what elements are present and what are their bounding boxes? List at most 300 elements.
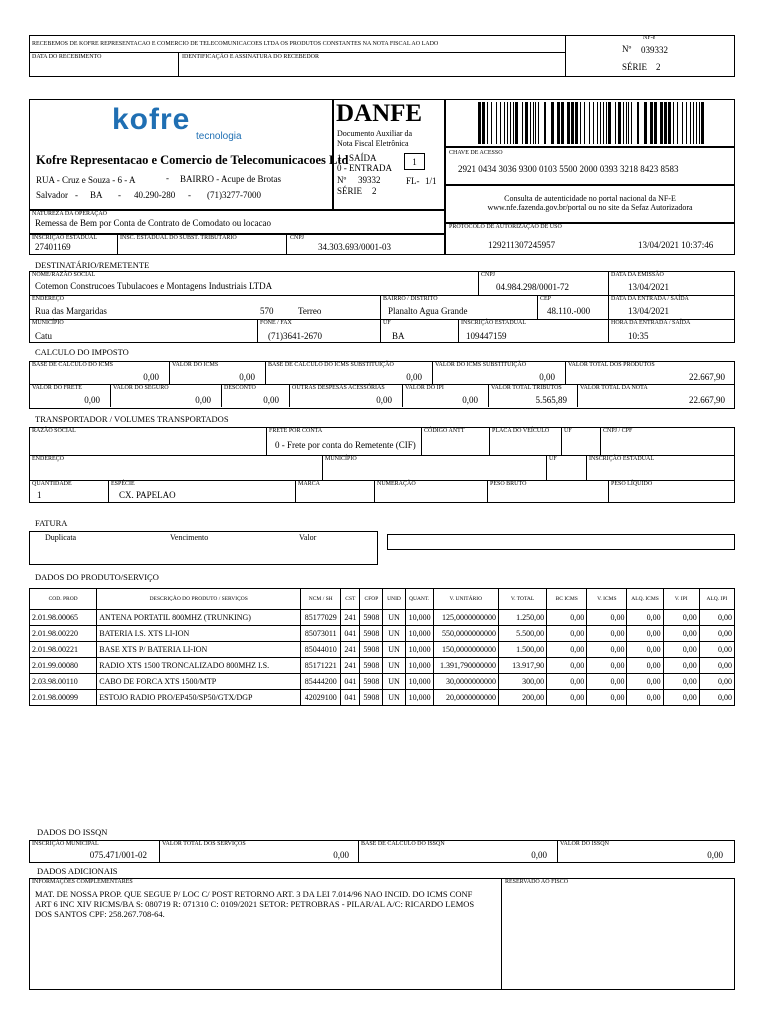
table-cell: BASE XTS P/ BATERIA LI-ION <box>97 642 301 658</box>
column-header: V. IPI <box>663 589 699 610</box>
table-cell: 550,0000000000 <box>433 626 498 642</box>
column-header: CST <box>341 589 360 610</box>
table-cell: 041 <box>341 674 360 690</box>
barcode-bar <box>644 102 647 144</box>
barcode-bar <box>551 102 554 144</box>
table-cell: 1.500,00 <box>498 642 546 658</box>
tax-value: 0,00 <box>376 395 392 405</box>
table-cell: UN <box>383 674 405 690</box>
tax-section-title: CALCULO DO IMPOSTO <box>35 347 129 357</box>
numbering-label: NUMERAÇÃO <box>377 481 416 487</box>
emission-date: 13/04/2021 <box>628 282 670 292</box>
barcode-bar <box>686 102 687 144</box>
barcode-bar <box>623 102 624 144</box>
table-cell: 85044010 <box>301 642 341 658</box>
tax-label: VALOR TOTAL TRIBUTOS <box>491 385 562 391</box>
table-cell: RADIO XTS 1500 TRONCALIZADO 800MHZ I.S. <box>97 658 301 674</box>
table-cell: 1.391,790000000 <box>433 658 498 674</box>
table-cell: 0,00 <box>627 674 663 690</box>
barcode-bar <box>631 102 632 144</box>
tax-value: 0,00 <box>263 395 279 405</box>
barcode-bar <box>496 102 497 144</box>
table-cell: 2.03.98.00110 <box>30 674 97 690</box>
issuer-cnpj: 34.303.693/0001-03 <box>318 242 391 252</box>
barcode-bar <box>567 102 570 144</box>
consult-line2: www.nfe.fazenda.gov.br/portal ou no site da Sefaz Autorizadora <box>487 203 693 212</box>
recipient-uf: BA <box>392 331 405 341</box>
tax-value: 0,00 <box>143 372 159 382</box>
recipient-name: Cotemon Construcoes Tubulacoes e Montagens Industriais LTDA <box>35 281 273 291</box>
complementary-info-label: INFORMAÇÕES COMPLEMENTARES <box>32 879 133 885</box>
carrier-ie-label: INSCRIÇÃO ESTADUAL <box>589 456 655 462</box>
invoice-section-title: FATURA <box>35 518 68 528</box>
danfe-series-label: SÉRIE <box>337 186 363 196</box>
table-row <box>30 610 735 626</box>
logo-subtext: tecnologia <box>196 131 242 142</box>
table-cell: 0,00 <box>699 642 734 658</box>
entry-date: 13/04/2021 <box>628 306 670 316</box>
species-label: ESPÉCIE <box>111 481 135 487</box>
recipient-bairro: Planalto Agua Grande <box>388 306 468 316</box>
barcode-bar <box>701 102 704 144</box>
table-cell: 2.01.99.00080 <box>30 658 97 674</box>
nature-value: Remessa de Bem por Conta de Contrato de Comodato ou locacao <box>35 218 271 228</box>
table-cell: 0,00 <box>547 642 587 658</box>
barcode-bar <box>673 102 674 144</box>
products-table <box>29 588 735 706</box>
recipient-ie-label: INSCRIÇÃO ESTADUAL <box>461 320 527 326</box>
transport-section-title: TRANSPORTADOR / VOLUMES TRANSPORTADOS <box>35 414 229 424</box>
issuer-dash2: - <box>75 190 78 200</box>
table-cell: 13.917,90 <box>498 658 546 674</box>
barcode-bar <box>660 102 663 144</box>
table-cell: 10,000 <box>405 690 433 706</box>
barcode-bar <box>561 102 564 144</box>
table-cell: 10,000 <box>405 674 433 690</box>
nature-label: NATUREZA DA OPERAÇÃO <box>32 211 108 217</box>
table-cell: 2.01.98.00099 <box>30 690 97 706</box>
table-cell: 241 <box>341 658 360 674</box>
entry-time-label: HORA DA ENTRADA / SAÍDA <box>611 320 691 326</box>
table-row <box>30 626 735 642</box>
table-cell: 0,00 <box>699 658 734 674</box>
carrier-uf2-label: UF <box>549 456 557 462</box>
table-cell: ANTENA PORTATIL 800MHZ (TRUNKING) <box>97 610 301 626</box>
recipient-address: Rua das Margaridas <box>35 306 107 316</box>
table-cell: UN <box>383 690 405 706</box>
danfe-saida: 1 - SAÍDA <box>337 153 377 163</box>
brand-label: MARCA <box>298 481 321 487</box>
table-cell: 0,00 <box>587 690 627 706</box>
table-cell: 300,00 <box>498 674 546 690</box>
barcode-bar <box>525 102 528 144</box>
danfe-subtitle1: Documento Auxiliar da <box>337 129 413 138</box>
issqn-value-label: VALOR DO ISSQN <box>560 841 609 847</box>
table-cell: 0,00 <box>627 610 663 626</box>
receipt-number-label: Nº <box>622 44 632 54</box>
barcode-bar <box>513 102 514 144</box>
table-row <box>30 642 735 658</box>
ie-value: 27401169 <box>35 242 71 252</box>
barcode-bar <box>533 102 534 144</box>
table-cell: 85171221 <box>301 658 341 674</box>
recipient-bairro-label: BAIRRO / DISTRITO <box>383 296 438 302</box>
recipient-section-title: DESTINATÁRIO/REMETENTE <box>35 260 150 270</box>
table-cell: 0,00 <box>699 626 734 642</box>
due-date-label: Vencimento <box>170 533 209 542</box>
tax-value: 0,00 <box>539 372 555 382</box>
table-cell: UN <box>383 658 405 674</box>
services-total-label: VALOR TOTAL DOS SERVIÇOS <box>162 841 246 847</box>
gross-weight-label: PESO BRUTO <box>490 481 527 487</box>
table-cell: CABO DE FORCA XTS 1500/MTP <box>97 674 301 690</box>
barcode-bar <box>478 102 481 144</box>
issuer-state: BA <box>90 190 103 200</box>
carrier-address-label: ENDEREÇO <box>32 456 64 462</box>
barcode-bar <box>593 102 594 144</box>
column-header: V. UNITÁRIO <box>433 589 498 610</box>
issqn-section-title: DADOS DO ISSQN <box>37 827 108 837</box>
barcode-bar <box>510 102 511 144</box>
protocol-label: PROTOCOLO DE AUTORIZAÇÃO DE USO <box>449 224 562 230</box>
quantity-label: QUANTIDADE <box>32 481 72 487</box>
issqn-base-label: BASE DE CALCULO DO ISSQN <box>361 841 445 847</box>
barcode-bar <box>504 102 505 144</box>
table-cell: 1.250,00 <box>498 610 546 626</box>
barcode-bar <box>538 102 539 144</box>
column-header: ALQ. IPI <box>699 589 734 610</box>
table-cell: UN <box>383 610 405 626</box>
barcode-bar <box>682 102 683 144</box>
receipt-series-label: SÉRIE <box>622 62 648 72</box>
protocol-datetime: 13/04/2021 10:37:46 <box>638 240 714 250</box>
tax-value: 0,00 <box>406 372 422 382</box>
table-cell: 42029100 <box>301 690 341 706</box>
column-header: NCM / SH <box>301 589 341 610</box>
barcode-bar <box>522 102 523 144</box>
table-cell: 0,00 <box>663 610 699 626</box>
barcode-bar <box>608 102 611 144</box>
danfe-series: 2 <box>372 186 377 196</box>
table-cell: 0,00 <box>547 610 587 626</box>
table-cell: 041 <box>341 690 360 706</box>
barcode-bar <box>677 102 678 144</box>
issuer-street: RUA - Cruz e Souza - 6 - A <box>36 175 136 185</box>
column-header: UNID <box>383 589 405 610</box>
barcode-bar <box>618 102 621 144</box>
services-total: 0,00 <box>333 850 349 860</box>
barcode-bar <box>699 102 700 144</box>
barcode-bar <box>584 102 585 144</box>
table-cell: 5908 <box>360 674 383 690</box>
table-cell: 85073011 <box>301 626 341 642</box>
municipal-registration-label: INSCRIÇÃO MUNICIPAL <box>32 841 99 847</box>
issuer-dash3: - <box>118 190 121 200</box>
table-cell: UN <box>383 642 405 658</box>
tax-label: VALOR DO ICMS SUBSTITUIÇÃO <box>435 362 527 368</box>
table-cell: 85177029 <box>301 610 341 626</box>
table-cell: UN <box>383 626 405 642</box>
barcode-bar <box>507 102 508 144</box>
table-cell: 0,00 <box>627 642 663 658</box>
table-cell: 0,00 <box>627 658 663 674</box>
barcode-bar <box>637 102 639 144</box>
receipt-nfe-label: NF-e <box>643 35 656 41</box>
column-header: CFOP <box>360 589 383 610</box>
table-cell: 10,000 <box>405 610 433 626</box>
tax-label: VALOR DO SEGURO <box>113 385 169 391</box>
carrier-name-label: RAZÃO SOCIAL <box>32 428 76 434</box>
column-header: COD. PROD <box>30 589 97 610</box>
products-section-title: DADOS DO PRODUTO/SERVIÇO <box>35 572 159 582</box>
table-cell: 0,00 <box>699 690 734 706</box>
issuer-phone: (71)3277-7000 <box>207 190 261 200</box>
column-header: QUANT. <box>405 589 433 610</box>
receipt-signature-label: IDENTIFICAÇÃO E ASSINATURA DO RECEBEDOR <box>182 54 320 60</box>
barcode-bar <box>580 102 581 144</box>
complementary-info-line3: DOS SANTOS CPF: 258.267.708-64. <box>35 909 165 919</box>
table-cell: 5.500,00 <box>498 626 546 642</box>
ie-label: INSCRIÇÃO ESTADUAL <box>32 235 98 241</box>
issuer-name: Kofre Representacao e Comercio de Telecomunicacoes Ltd <box>36 153 349 167</box>
barcode-bar <box>500 102 501 144</box>
table-cell: BATERIA I.S. XTS LI-ION <box>97 626 301 642</box>
barcode-bar <box>696 102 697 144</box>
antt-label: CÓDIGO ANTT <box>424 428 465 434</box>
table-cell: 0,00 <box>627 690 663 706</box>
tax-label: DESCONTO <box>224 385 256 391</box>
table-cell: 200,00 <box>498 690 546 706</box>
entry-time: 10:35 <box>628 331 649 341</box>
barcode-bar <box>544 102 546 144</box>
barcode-bar <box>600 102 601 144</box>
issuer-cep: 40.290-280 <box>134 190 176 200</box>
barcode-bar <box>482 102 485 144</box>
recipient-ie: 109447159 <box>466 331 507 341</box>
recipient-address-number: 570 <box>260 306 274 316</box>
issuer-dash1: - <box>166 173 169 183</box>
tax-value: 0,00 <box>84 395 100 405</box>
barcode-bar <box>690 102 691 144</box>
column-header: DESCRIÇÃO DO PRODUTO / SERVIÇOS <box>97 589 301 610</box>
table-cell: 5908 <box>360 658 383 674</box>
freight-value: 0 - Frete por conta do Remetente (CIF) <box>275 440 416 450</box>
logo-text: kofre <box>112 103 191 136</box>
recipient-uf-label: UF <box>383 320 391 326</box>
danfe-subtitle2: Nota Fiscal Eletrônica <box>337 139 409 148</box>
recipient-address-complement: Terreo <box>298 306 322 316</box>
tax-label: VALOR DO FRETE <box>32 385 82 391</box>
recipient-name-label: NOME/RAZÃO SOCIAL <box>32 272 96 278</box>
column-header: BC ICMS <box>547 589 587 610</box>
table-cell: 0,00 <box>587 626 627 642</box>
table-cell: 85444200 <box>301 674 341 690</box>
tax-value: 22.667,90 <box>689 372 725 382</box>
products-header-row <box>30 589 735 610</box>
table-cell: 0,00 <box>547 626 587 642</box>
additional-section-title: DADOS ADICIONAIS <box>37 866 118 876</box>
recipient-phone-label: FONE / FAX <box>260 320 292 326</box>
tax-value: 0,00 <box>195 395 211 405</box>
table-cell: 241 <box>341 642 360 658</box>
barcode-bar <box>571 102 574 144</box>
recipient-phone: (71)3641-2670 <box>268 331 322 341</box>
issuer-dash4: - <box>188 190 191 200</box>
species-value: CX. PAPELAO <box>119 490 176 500</box>
barcode-bar <box>668 102 671 144</box>
barcode-bar <box>664 102 667 144</box>
tax-label: VALOR DO ICMS <box>172 362 219 368</box>
tax-label: VALOR TOTAL DOS PRODUTOS <box>568 362 655 368</box>
barcode-bar <box>654 102 657 144</box>
receipt-statement: RECEBEMOS DE KOFRE REPRESENTACAO E COMERCIO DE TELECOMUNICACOES LTDA OS PRODUTOS CONSTANTES NA NOTA FISCAL AO LADO <box>32 41 439 47</box>
table-cell: 0,00 <box>663 690 699 706</box>
recipient-cnpj: 04.984.298/0001-72 <box>496 282 569 292</box>
table-cell: 5908 <box>360 690 383 706</box>
barcode-bar <box>628 102 629 144</box>
table-cell: 0,00 <box>663 626 699 642</box>
table-cell: 0,00 <box>547 658 587 674</box>
column-header: V. ICMS <box>587 589 627 610</box>
table-cell: 0,00 <box>587 610 627 626</box>
carrier-uf-label: UF <box>564 428 572 434</box>
table-cell: 10,000 <box>405 626 433 642</box>
table-cell: 10,000 <box>405 658 433 674</box>
plate-label: PLACA DO VEÍCULO <box>492 428 550 434</box>
barcode-bar <box>530 102 531 144</box>
table-cell: 0,00 <box>663 642 699 658</box>
tax-label: BASE DE CALCULO DO ICMS SUBSTITUIÇÃO <box>268 362 394 368</box>
tax-label: VALOR TOTAL DA NOTA <box>580 385 648 391</box>
danfe-entrada: 0 - ENTRADA <box>337 163 392 173</box>
ie-st-label: INSC. ESTADUAL DO SUBST. TRIBUTÁRIO <box>120 235 237 241</box>
table-cell: 0,00 <box>627 626 663 642</box>
issuer-city: Salvador <box>36 190 68 200</box>
entry-date-label: DATA DA ENTRADA / SAÍDA <box>611 296 689 302</box>
barcode-bar <box>575 102 578 144</box>
table-cell: 0,00 <box>699 674 734 690</box>
receipt-date-label: DATA DO RECEBIMENTO <box>32 54 102 60</box>
danfe-number: 39332 <box>358 175 381 185</box>
access-key-label: CHAVE DE ACESSO <box>449 150 503 156</box>
barcode-bar <box>650 102 653 144</box>
carrier-city-label: MUNICÍPIO <box>325 456 357 462</box>
table-cell: 2.01.98.00065 <box>30 610 97 626</box>
recipient-cep-label: CEP <box>540 296 552 302</box>
table-row <box>30 674 735 690</box>
table-cell: 0,00 <box>699 610 734 626</box>
tax-label: OUTRAS DESPESAS ACESSÓRIAS <box>292 385 385 391</box>
column-header: ALQ. ICMS <box>627 589 663 610</box>
issuer-cnpj-label: CNPJ <box>290 235 305 241</box>
complementary-info-line1: MAT. DE NOSSA PROP. QUE SEGUE P/ LOC C/ POST RETORNO ART. 3 DA LEI 7.014/96 NAO INCID. DO ICMS CONF <box>35 889 473 899</box>
danfe-number-label: Nº <box>337 175 347 185</box>
quantity-value: 1 <box>37 490 42 500</box>
tax-value: 22.667,90 <box>689 395 725 405</box>
table-cell: 0,00 <box>547 674 587 690</box>
table-cell: 0,00 <box>587 674 627 690</box>
table-cell: 0,00 <box>587 642 627 658</box>
table-cell: 041 <box>341 626 360 642</box>
table-cell: ESTOJO RADIO PRO/EP450/SP50/GTX/DGP <box>97 690 301 706</box>
barcode-bar <box>693 102 694 144</box>
table-cell: 20,0000000000 <box>433 690 498 706</box>
recipient-cnpj-label: CNPJ <box>481 272 496 278</box>
barcode-bar <box>515 102 518 144</box>
tax-label: VALOR DO IPI <box>405 385 444 391</box>
recipient-address-label: ENDEREÇO <box>32 296 64 302</box>
recipient-city-label: MUNICÍPIO <box>32 320 64 326</box>
barcode-bar <box>589 102 590 144</box>
table-cell: 125,0000000000 <box>433 610 498 626</box>
table-cell: 241 <box>341 610 360 626</box>
barcode-bar <box>535 102 536 144</box>
tax-value: 0,00 <box>462 395 478 405</box>
table-cell: 0,00 <box>547 690 587 706</box>
table-cell: 30,0000000000 <box>433 674 498 690</box>
invoice-box-right <box>387 534 735 550</box>
table-row <box>30 658 735 674</box>
duplicate-label: Duplicata <box>45 533 77 542</box>
danfe-fl: 1/1 <box>425 176 437 186</box>
receipt-number: 039332 <box>641 45 668 55</box>
invoice-value-label: Valor <box>299 533 317 542</box>
column-header: V. TOTAL <box>498 589 546 610</box>
receipt-series: 2 <box>656 62 661 72</box>
table-cell: 5908 <box>360 626 383 642</box>
table-cell: 2.01.98.00220 <box>30 626 97 642</box>
access-key: 2921 0434 3036 9300 0103 5500 2000 0393 3218 8423 8583 <box>458 164 679 174</box>
tax-value: 0,00 <box>239 372 255 382</box>
table-cell: 0,00 <box>587 658 627 674</box>
barcode-bar <box>597 102 598 144</box>
net-weight-label: PESO LÍQUIDO <box>611 481 653 487</box>
barcode-bar <box>606 102 607 144</box>
danfe-fl-label: FL- <box>406 176 420 186</box>
fisco-label: RESERVADO AO FISCO <box>505 879 569 885</box>
barcode-bar <box>491 102 492 144</box>
issqn-value: 0,00 <box>707 850 723 860</box>
complementary-info-line2: ART 6 INC XIV RICMS/BA S: 080719 R: 071310 C: 0109/2021 SETOR: PETROBRAS - PILAR/AL A/C: RICARDO LEMOS <box>35 899 475 909</box>
danfe-type-value: 1 <box>412 157 417 167</box>
table-cell: 150,0000000000 <box>433 642 498 658</box>
kofre-logo <box>112 104 252 148</box>
barcode-bar <box>603 102 604 144</box>
table-cell: 5908 <box>360 642 383 658</box>
consult-line1: Consulta de autenticidade no portal nacional da NF-E <box>504 194 676 203</box>
issuer-bairro: BAIRRO - Acupe de Brotas <box>180 174 281 184</box>
barcode-bar <box>626 102 627 144</box>
table-cell: 5908 <box>360 610 383 626</box>
tax-value: 5.565,89 <box>535 395 567 405</box>
table-cell: 0,00 <box>663 658 699 674</box>
barcode-bar <box>557 102 560 144</box>
table-cell: 2.01.98.00221 <box>30 642 97 658</box>
table-cell: 10,000 <box>405 642 433 658</box>
protocol-number: 129211307245957 <box>488 240 556 250</box>
issqn-base: 0,00 <box>531 850 547 860</box>
recipient-cep: 48.110.-000 <box>547 306 591 316</box>
danfe-title: DANFE <box>336 100 423 127</box>
barcode-bar <box>487 102 488 144</box>
table-cell: 0,00 <box>663 674 699 690</box>
tax-label: BASE DE CALCULO DO ICMS <box>32 362 114 368</box>
table-row <box>30 690 735 706</box>
emission-date-label: DATA DA EMISSÃO <box>611 272 664 278</box>
barcode <box>478 102 704 144</box>
municipal-registration: 075.471/001-02 <box>89 850 147 860</box>
carrier-cnpj-label: CNPJ / CPF <box>603 428 633 434</box>
